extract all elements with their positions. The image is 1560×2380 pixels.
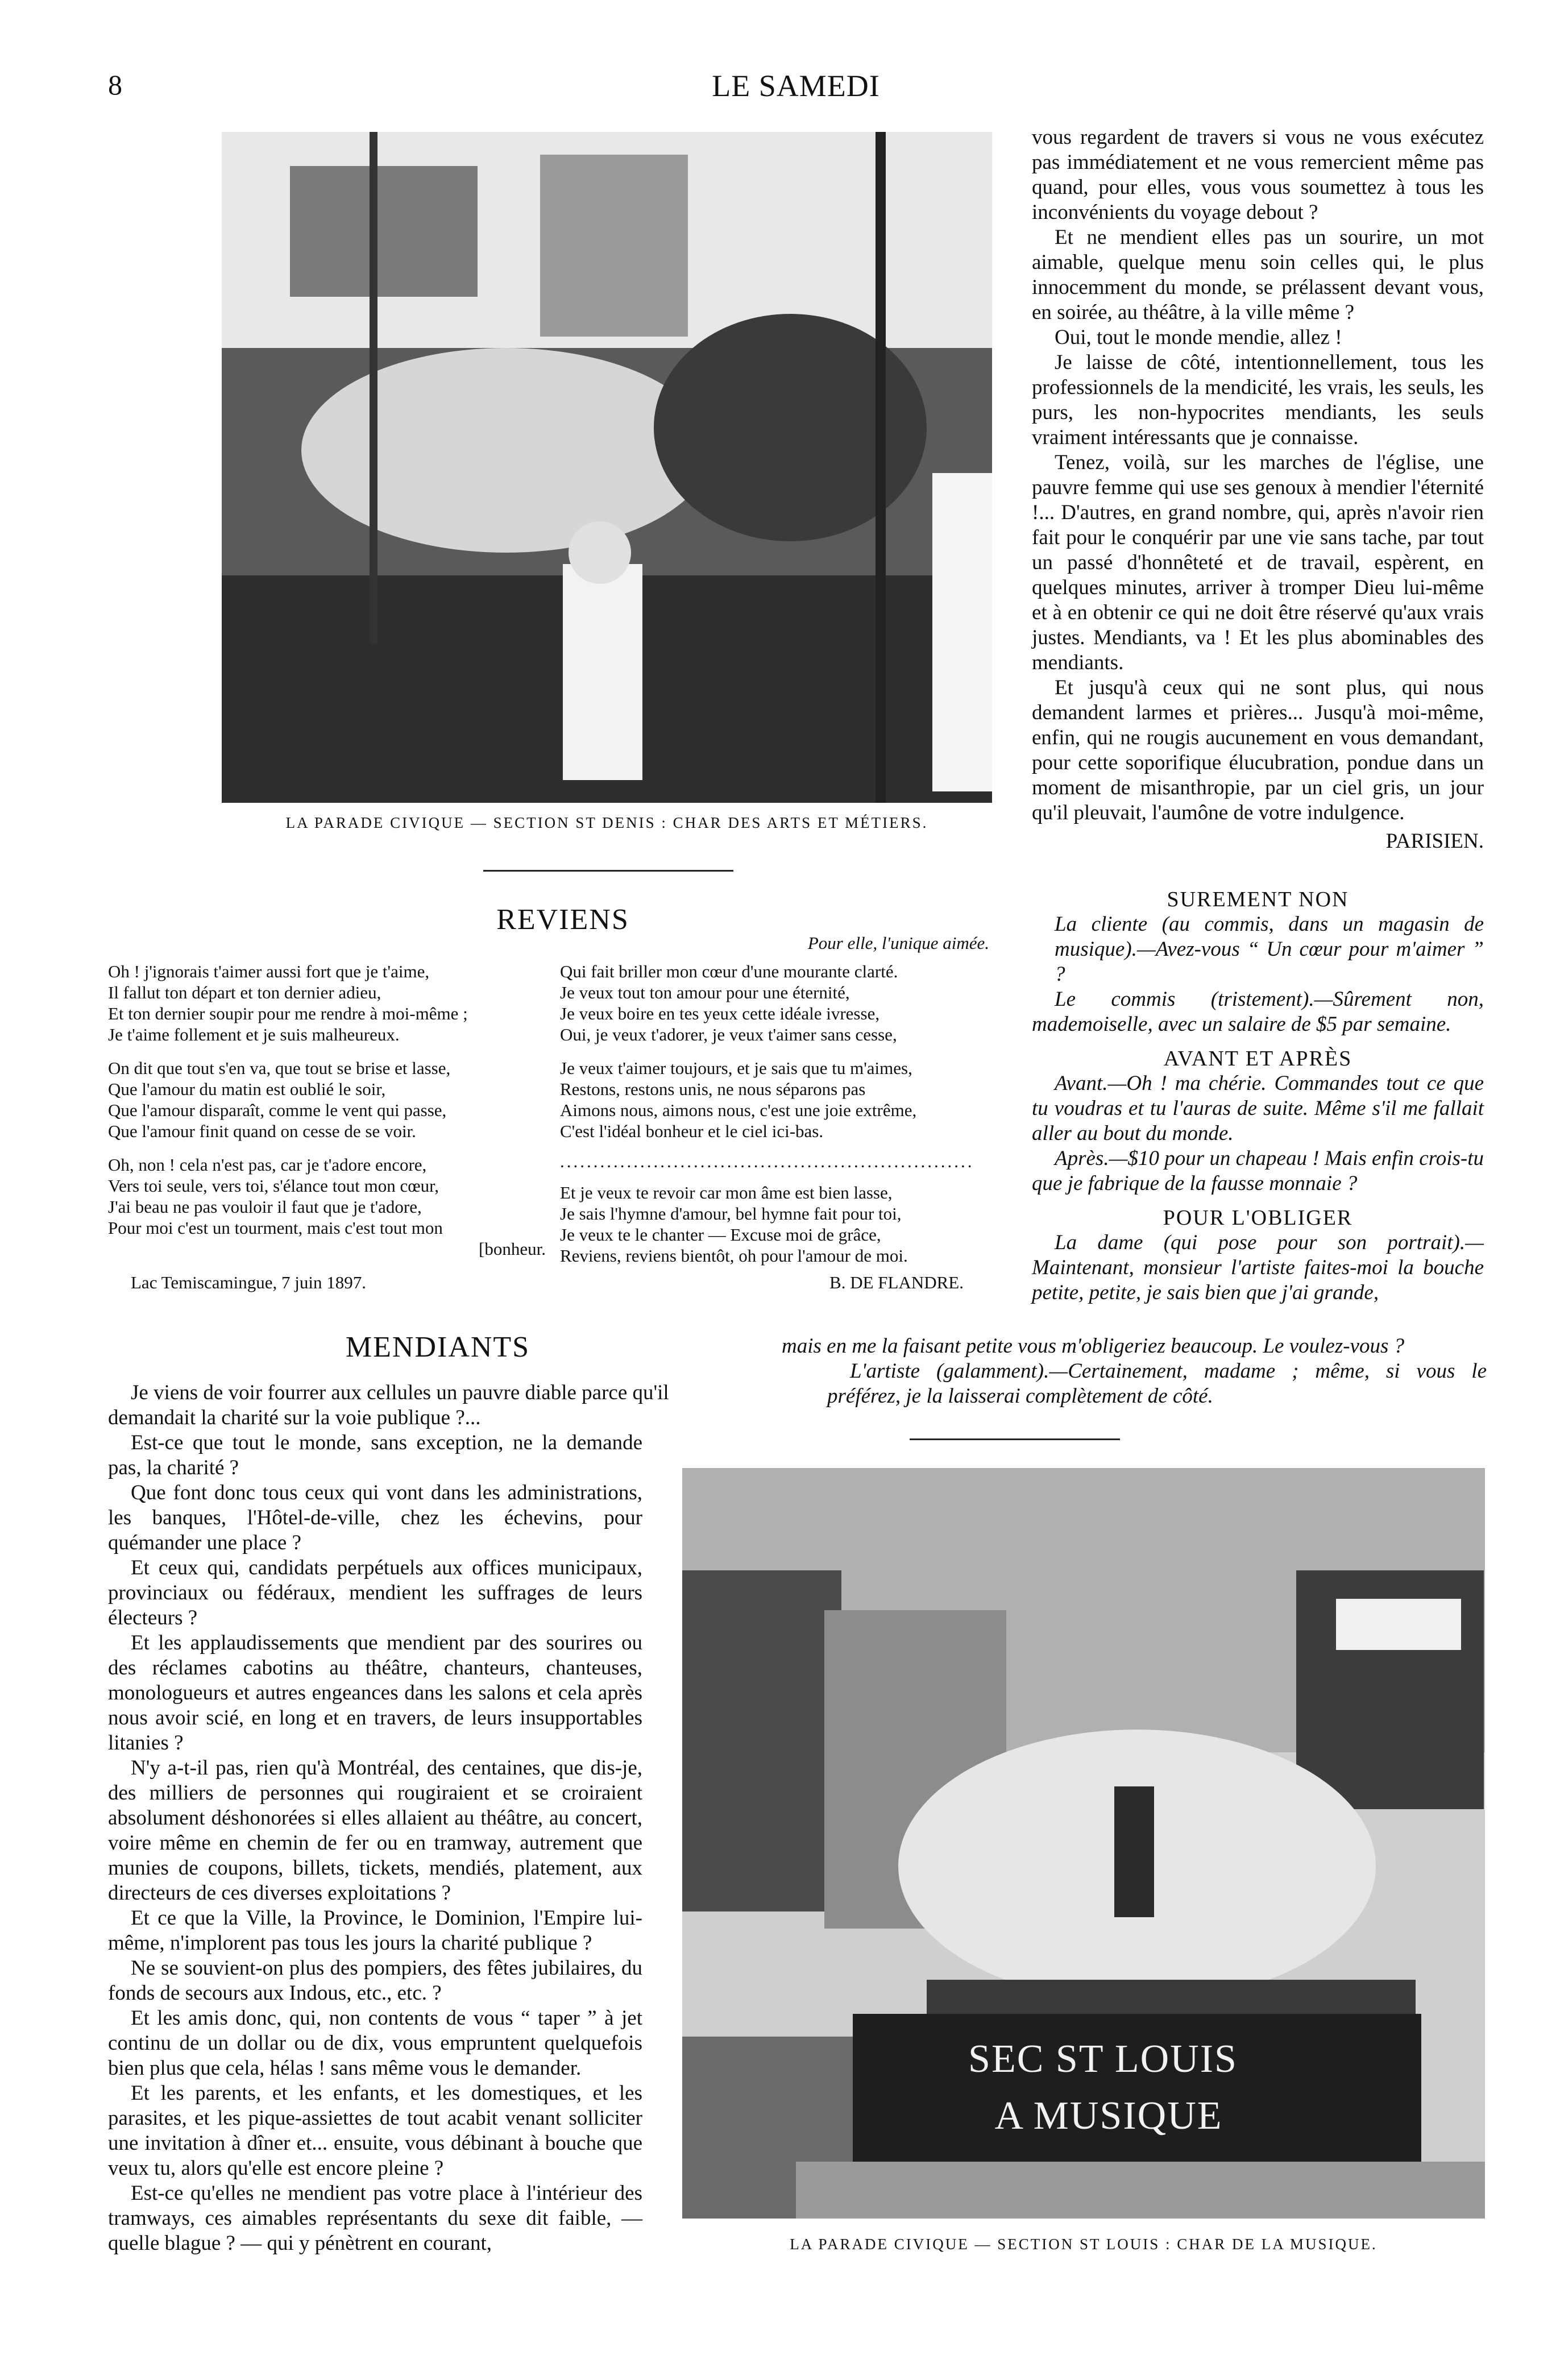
paragraph: Que font donc tous ceux qui vont dans les administrations, les banques, l'Hôtel-de-ville, chez les échevins, pour quémander une place ? <box>108 1481 642 1554</box>
verse: Je t'aime follement et je suis malheureux. <box>108 1025 400 1044</box>
verse: Aimons nous, aimons nous, c'est une joie extrême, <box>560 1100 917 1120</box>
paragraph: Et les applaudissements que mendient par des sourires ou des réclames cabotins au théâtre, chanteurs, chanteuses, monologueurs et autres engeances dans les salons et cela après nous avoir scié, en long et en travers, de leurs insupportables litanies ? <box>108 1631 642 1755</box>
verse: Oui, je veux t'adorer, je veux t'aimer sans cesse, <box>560 1025 897 1044</box>
verse: Je veux tout ton amour pour une éternité, <box>560 982 850 1002</box>
paragraph: Ne se souvient-on plus des pompiers, des fêtes jubilaires, du fonds de secours aux Indous, etc., etc. ? <box>108 1956 642 2005</box>
poem-left-column <box>108 961 546 1293</box>
verse: Et ton dernier soupir pour me rendre à moi-même ; <box>108 1004 468 1023</box>
humor-column <box>1032 887 1484 1305</box>
paragraph: Je viens de voir fourrer aux cellules un pauvre diable parce qu'il <box>131 1381 669 1404</box>
paragraph: Est-ce que tout le monde, sans exception, ne la demande pas, la charité ? <box>108 1431 642 1479</box>
verse: J'ai beau ne pas vouloir il faut que je t'adore, <box>108 1197 422 1217</box>
dialogue-continuation <box>782 1334 1487 1409</box>
dialogue-line: L'artiste (galamment).—Certainement, madame ; même, si vous le préférez, je la laisserai complètement de côté. <box>827 1359 1487 1408</box>
photo-caption-top: LA PARADE CIVIQUE — SECTION ST DENIS : CHAR DES ARTS ET MÉTIERS. <box>285 814 928 831</box>
paragraph: Et ceux qui, candidats perpétuels aux offices municipaux, provinciaux ou fédéraux, mendient les suffrages de leurs électeurs ? <box>108 1556 642 1629</box>
poem-right-column <box>560 961 998 1293</box>
dialogue-line: La dame (qui pose pour son portrait).—Maintenant, monsieur l'artiste faites-moi la bouche petite, petite, je sais bien que j'ai grande, <box>1032 1231 1484 1304</box>
divider <box>910 1438 1120 1440</box>
dialogue-line: Avant.—Oh ! ma chérie. Commandes tout ce que tu voudras et tu l'auras de suite. Même s'il me fallait aller au bout du monde. <box>1032 1072 1484 1145</box>
stanza <box>560 1058 998 1142</box>
page-number: 8 <box>108 69 122 101</box>
parade-photo-st-louis <box>682 1468 1485 2219</box>
verse-continuation: [bonheur. <box>479 1239 546 1259</box>
section-title: POUR L'OBLIGER <box>1163 1206 1353 1230</box>
paragraph: Et les parents, et les enfants, et les domestiques, et les parasites, et les pique-assiettes de tout acabit venant solliciter une invitation à dîner et... ensuite, vous débinant à bouche que veux tu, alors qu'elle est encore pleine ? <box>108 2082 642 2180</box>
verse: Que l'amour disparaît, comme le vent qui passe, <box>108 1100 447 1120</box>
article-continuation <box>1032 125 1484 854</box>
verse: Il fallut ton départ et ton dernier adieu, <box>108 982 381 1002</box>
stanza <box>108 1058 546 1142</box>
dotted-separator: .............................................................. <box>560 1151 974 1171</box>
masthead: LE SAMEDI <box>712 69 880 103</box>
paragraph: Et ce que la Ville, la Province, le Dominion, l'Empire lui-même, n'implorent pas tous les jours la charité publique ? <box>108 1906 642 1955</box>
dialogue-line: Après.—$10 pour un chapeau ! Mais enfin crois-tu que je fabrique de la fausse monnaie ? <box>1032 1147 1484 1195</box>
verse: Oh ! j'ignorais t'aimer aussi fort que je t'aime, <box>108 961 430 981</box>
paragraph: vous regardent de travers si vous ne vous exécutez pas immédiatement et ne vous remercient même pas quand, pour elles, vous vous soumettez à tous les inconvénients du voyage debout ? <box>1032 126 1484 224</box>
paragraph: demandait la charité sur la voie publique ?... <box>108 1406 481 1429</box>
verse: Et je veux te revoir car mon âme est bien lasse, <box>560 1183 893 1203</box>
poem-place-date: Lac Temiscamingue, 7 juin 1897. <box>131 1272 366 1292</box>
verse: Oh, non ! cela n'est pas, car je t'adore encore, <box>108 1155 427 1175</box>
paragraph: Tenez, voilà, sur les marches de l'église, une pauvre femme qui use ses genoux à mendier l'éternité !... D'autres, en grand nombre, qui, après n'avoir rien fait pour le conquérir par une vie sans tache, par tout un passé d'honnêteté et de travail, espèrent, en quelques minutes, arriver à tromper Dieu lui-même et à en obtenir ce qui ne doit être réservé qu'aux vrais justes. Mendiants, va ! Et les plus abominables des mendiants. <box>1032 451 1484 674</box>
verse: Restons, restons unis, ne nous séparons pas <box>560 1079 866 1099</box>
verse: Que l'amour du matin est oublié le soir, <box>108 1079 386 1099</box>
verse: Vers toi seule, vers toi, s'élance tout mon cœur, <box>108 1176 439 1196</box>
paragraph: Est-ce qu'elles ne mendient pas votre place à l'intérieur des tramways, ces aimables représentants du sexe dit faible, — quelle blague ? — qui y pénètrent en courant, <box>108 2182 642 2255</box>
paragraph: Et les amis donc, qui, non contents de vous “ taper ” à jet continu de un dollar ou de dix, vous empruntent quelquefois bien plus que cela, hélas ! sans même vous le demander. <box>108 2006 642 2080</box>
verse: Pour moi c'est un tourment, mais c'est tout mon <box>108 1218 443 1238</box>
parade-photo-st-denis <box>222 132 992 803</box>
stanza <box>560 1182 998 1266</box>
verse: Je veux te le chanter — Excuse moi de grâce, <box>560 1225 881 1245</box>
verse: Que l'amour finit quand on cesse de se voir. <box>108 1121 416 1141</box>
verse: On dit que tout s'en va, que tout se brise et lasse, <box>108 1058 451 1078</box>
poem-author: B. DE FLANDRE. <box>829 1272 964 1292</box>
paragraph: Et ne mendient elles pas un sourire, un mot aimable, quelque menu soin celles qui, le plus innocemment du monde, se prélassent devant vous, en soirée, au théâtre, à la ville même ? <box>1032 226 1484 324</box>
dialogue-line: Le commis (tristement).—Sûrement non, mademoiselle, avec un salaire de $5 par semaine. <box>1032 988 1484 1036</box>
banner-text: SEC ST LOUIS <box>968 2037 1238 2081</box>
divider <box>483 870 733 872</box>
verse: Qui fait briller mon cœur d'une mourante clarté. <box>560 961 898 981</box>
stanza <box>108 1154 546 1259</box>
dialogue-line: mais en me la faisant petite vous m'obligeriez beaucoup. Le voulez-vous ? <box>782 1334 1405 1358</box>
banner-text: A MUSIQUE <box>994 2094 1223 2138</box>
verse: Reviens, reviens bientôt, oh pour l'amour de moi. <box>560 1246 908 1266</box>
stanza <box>108 961 546 1045</box>
section-title: SUREMENT NON <box>1167 888 1349 911</box>
article-body <box>108 1405 642 2256</box>
paragraph: Et jusqu'à ceux qui ne sont plus, qui nous demandent larmes et prières... Jusqu'à moi-même, enfin, qui ne rougis aucunement en vous demandant, pour cette soporifique élucubration, pondue dans un moment de misanthropie, par un ciel gris, un jour qu'il pleuvait, l'aumône de votre indulgence. <box>1032 676 1484 824</box>
section-title: AVANT ET APRÈS <box>1163 1047 1352 1071</box>
stanza <box>560 961 998 1045</box>
verse: Je sais l'hymne d'amour, bel hymne fait pour toi, <box>560 1204 902 1224</box>
dialogue-line: La cliente (au commis, dans un magasin de musique).—Avez-vous “ Un cœur pour m'aimer ” ? <box>1055 913 1484 986</box>
photo-caption-bottom: LA PARADE CIVIQUE — SECTION ST LOUIS : CHAR DE LA MUSIQUE. <box>790 2236 1378 2253</box>
signature: PARISIEN. <box>1385 830 1484 853</box>
verse: C'est l'idéal bonheur et le ciel ici-bas. <box>560 1121 824 1141</box>
article-title: MENDIANTS <box>345 1331 530 1363</box>
paragraph: Je laisse de côté, intentionnellement, tous les professionnels de la mendicité, les vrais, les seuls, les purs, les non-hypocrites mendiants, les seuls vraiment intéressants que je connaisse. <box>1032 351 1484 449</box>
poem-title: REVIENS <box>496 903 629 936</box>
verse: Je veux boire en tes yeux cette idéale ivresse, <box>560 1004 880 1023</box>
poem-dedication: Pour elle, l'unique aimée. <box>807 933 989 953</box>
verse: Je veux t'aimer toujours, et je sais que tu m'aimes, <box>560 1058 912 1078</box>
paragraph: Oui, tout le monde mendie, allez ! <box>1055 326 1342 349</box>
article-lead <box>108 1380 779 1405</box>
paragraph: N'y a-t-il pas, rien qu'à Montréal, des centaines, que dis-je, des milliers de personnes qui rougiraient et se croiraient absolument déshonorées si elles allaient au théâtre, au concert, voire même en chemin de fer ou en tramway, autrement que munies de coupons, billets, tickets, mendiés, platement, aux directeurs de ces diverses exploitations ? <box>108 1756 642 1905</box>
